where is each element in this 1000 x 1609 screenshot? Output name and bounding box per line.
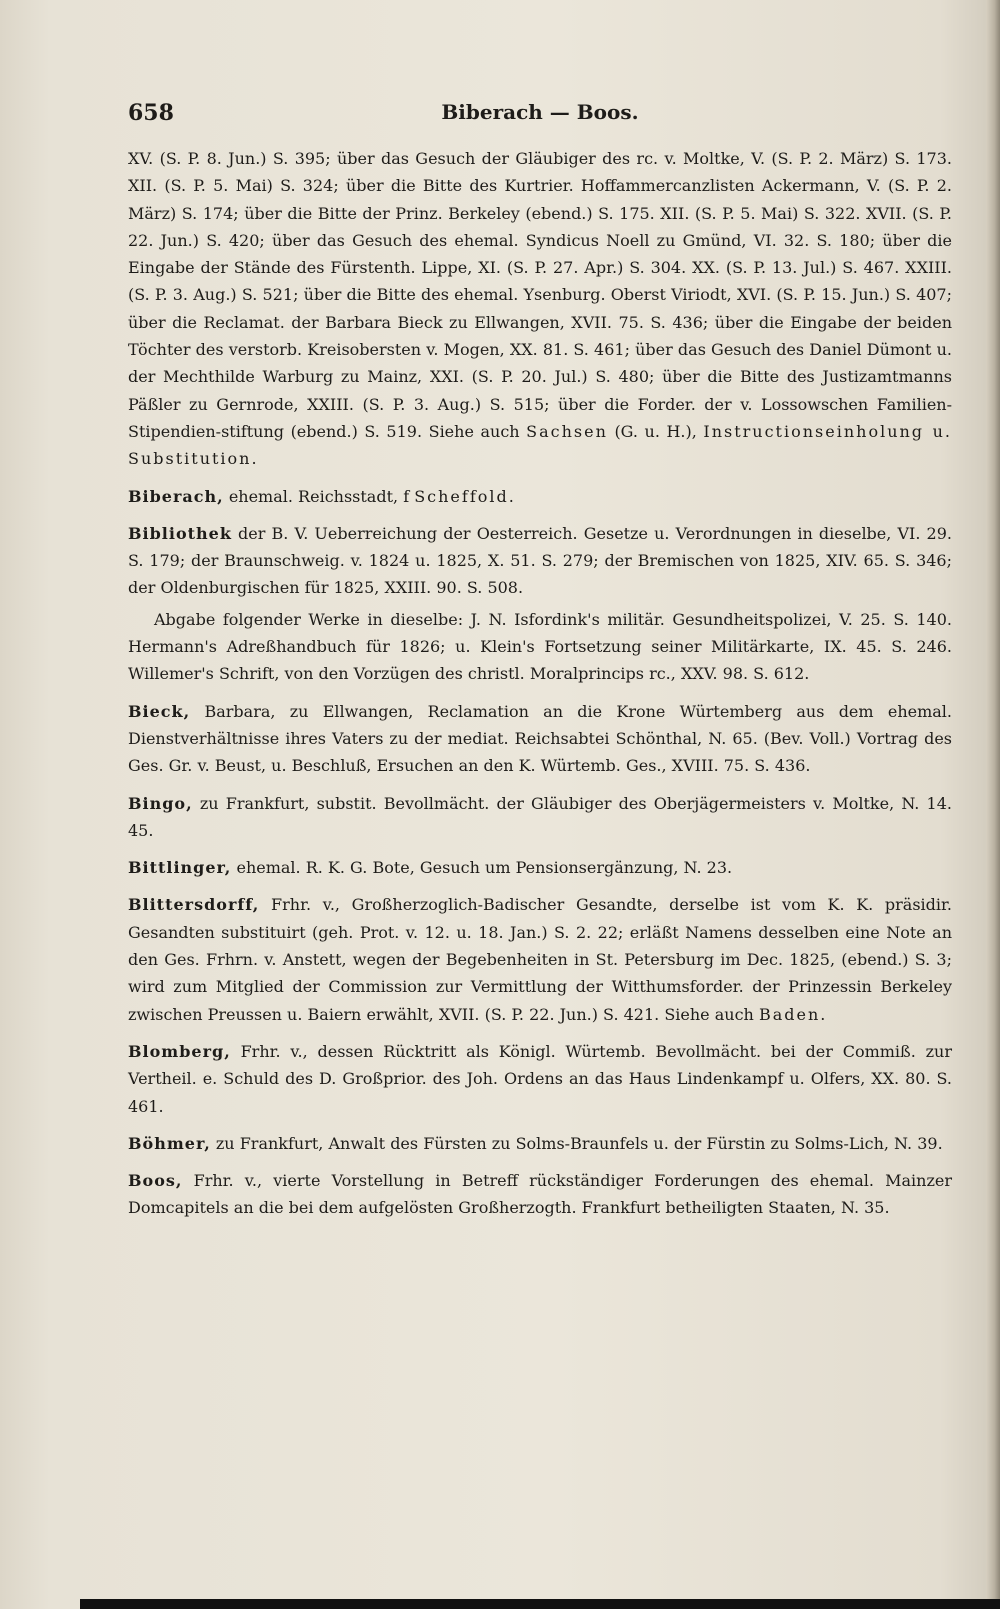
entry-headword: Bingo,: [128, 793, 193, 813]
entry-boehmer: [128, 1130, 952, 1157]
entry-headword: Boos,: [128, 1171, 183, 1191]
index-text: [128, 145, 952, 1232]
running-head: Biberach — Boos.: [441, 100, 639, 124]
page-number: 658: [128, 100, 174, 126]
entry-boos: [128, 1167, 952, 1222]
entry-text: Barbara, zu Ellwangen, Reclamation an die Krone Würtemberg aus dem ehemal. Dienstverhältnisse ihres Vaters zu der mediat. Reichsabtei Schönthal, N. 65. (Bev. Voll.) Vortrag des Ges. Gr. v. Beust, u. Beschluß, Ersuchen an den K. Würtemb. Ges., XVIII. 75. S. 436.: [128, 701, 953, 776]
entry-text: ehemal. R. K. G. Bote, Gesuch um Pensionsergänzung, N. 23.: [236, 858, 733, 878]
scan-border: [80, 1599, 1000, 1609]
entry-headword: Bieck,: [128, 701, 191, 721]
entry-text: Frhr. v., Großherzoglich-Badischer Gesandte, derselbe ist vom K. K. präsidir. Gesandten substituirt (geh. Prot. v. 12. u. 18. Jan.) S. 2. 22; erläßt Namens desselben eine Note an den Ges. Frhrn. v. Anstett, wegen der Begebenheiten in St. Petersburg im Dec. 1825, (ebend.) S. 3; wird zum Mitglied der Commission zur Vermittlung der Witthumsforder. der Prinzessin Berkeley zwischen Preussen u. Baiern erwählt, XVII. (S. P. 22. Jun.) S. 421. Siehe auch: [128, 895, 952, 1024]
entry-text: Frhr. v., vierte Vorstellung in Betreff rückständiger Forderungen des ehemal. Mainzer Domcapitels an die bei dem aufgelösten Großherzogth. Frankfurt betheiligten Staaten, N. 35.: [128, 1171, 952, 1218]
cross-reference: Baden.: [758, 1004, 828, 1024]
entry-text: zu Frankfurt, Anwalt des Fürsten zu Solms-Braunfels u. der Fürstin zu Solms-Lich, N. 39.: [215, 1133, 943, 1153]
entry-text: Frhr. v., dessen Rücktritt als Königl. Würtemb. Bevollmächt. bei der Commiß. zur Vertheil. e. Schuld des D. Großprior. des Joh. Ordens an das Haus Lindenkampf u. Olfers, XX. 80. S. 461.: [128, 1041, 952, 1116]
page-edge-shadow: [986, 0, 1000, 1609]
entry-continuation: [128, 145, 952, 473]
entry-bittlinger: [128, 854, 952, 881]
entry-headword: Böhmer,: [128, 1133, 211, 1153]
entry-text: (G. u. H.),: [614, 421, 697, 441]
entry-bingo: [128, 790, 952, 845]
entry-blomberg: [128, 1038, 952, 1120]
entry-headword: Bibliothek: [128, 523, 232, 543]
entry-bibliothek: [128, 520, 952, 602]
cross-reference: Sachsen: [526, 421, 608, 441]
entry-headword: Blittersdorff,: [128, 895, 260, 915]
entry-text: XV. (S. P. 8. Jun.) S. 395; über das Gesuch der Gläubiger des rc. v. Moltke, V. (S. P. 2. März) S. 173. XII. (S. P. 5. Mai) S. 324; über die Bitte des Kurtrier. Hoffammercanzlisten Ackermann, V. (S. P. 2. März) S. 174; über die Bitte der Prinz. Berkeley (ebend.) S. 175. XII. (S. P. 5. Mai) S. 322. XVII. (S. P. 22. Jun.) S. 420; über das Gesuch des ehemal. Syndicus Noell zu Gmünd, VI. 32. S. 180; über die Eingabe der Stände des Fürstenth. Lippe, XI. (S. P. 27. Apr.) S. 304. XX. (S. P. 13. Jul.) S. 467. XXIII. (S. P. 3. Aug.) S. 521; über die Bitte des ehemal. Ysenburg. Oberst Viriodt, XVI. (S. P. 15. Jun.) S. 407; über die Reclamat. der Barbara Bieck zu Ellwangen, XVII. 75. S. 436; über die Eingabe der beiden Töchter des verstorb. Kreisobersten v. Mogen, XX. 81. S. 461; über das Gesuch des Daniel Dümont u. der Mechthilde Warburg zu Mainz, XXI. (S. P. 20. Jul.) S. 480; über die Bitte des Justizamtmanns Päßler zu Gernrode, XXIII. (S. P. 3. Aug.) S. 515; über die Forder. der v. Lossowschen Familien-Stipendien-stiftung (ebend.) S. 519. Siehe auch: [128, 149, 952, 441]
page-header: [128, 100, 952, 134]
entry-text: ehemal. Reichsstadt, f: [228, 486, 410, 506]
entry-headword: Biberach,: [128, 486, 224, 506]
cross-reference: Scheffold.: [414, 486, 516, 506]
entry-bieck: [128, 698, 952, 780]
entry-headword: Blomberg,: [128, 1041, 231, 1061]
entry-headword: Bittlinger,: [128, 858, 232, 878]
entry-blittersdorff: [128, 891, 952, 1027]
cross-reference: Instructionseinholung u. Substitution.: [128, 421, 952, 469]
entry-text: zu Frankfurt, substit. Bevollmächt. der Gläubiger des Oberjägermeisters v. Moltke, N. 14. 45.: [128, 793, 952, 840]
entry-text: der B. V. Ueberreichung der Oesterreich. Gesetze u. Verordnungen in dieselbe, VI. 29. S. 179; der Braunschweig. v. 1824 u. 1825, X. 51. S. 279; der Bremischen von 1825, XIV. 65. S. 346; der Oldenburgischen für 1825, XXIII. 90. S. 508.: [128, 523, 952, 598]
entry-biberach: [128, 483, 952, 510]
entry-bibliothek-subparagraph: Abgabe folgender Werke in dieselbe: J. N. Isfordink's militär. Gesundheitspolizei, V. 25. S. 140. Hermann's Adreßhandbuch für 1826; u. Klein's Fortsetzung seiner Militärkarte, IX. 45. S. 246. Willemer's Schrift, von den Vorzügen des christl. Moralprincips rc., XXV. 98. S. 612.: [128, 609, 952, 684]
